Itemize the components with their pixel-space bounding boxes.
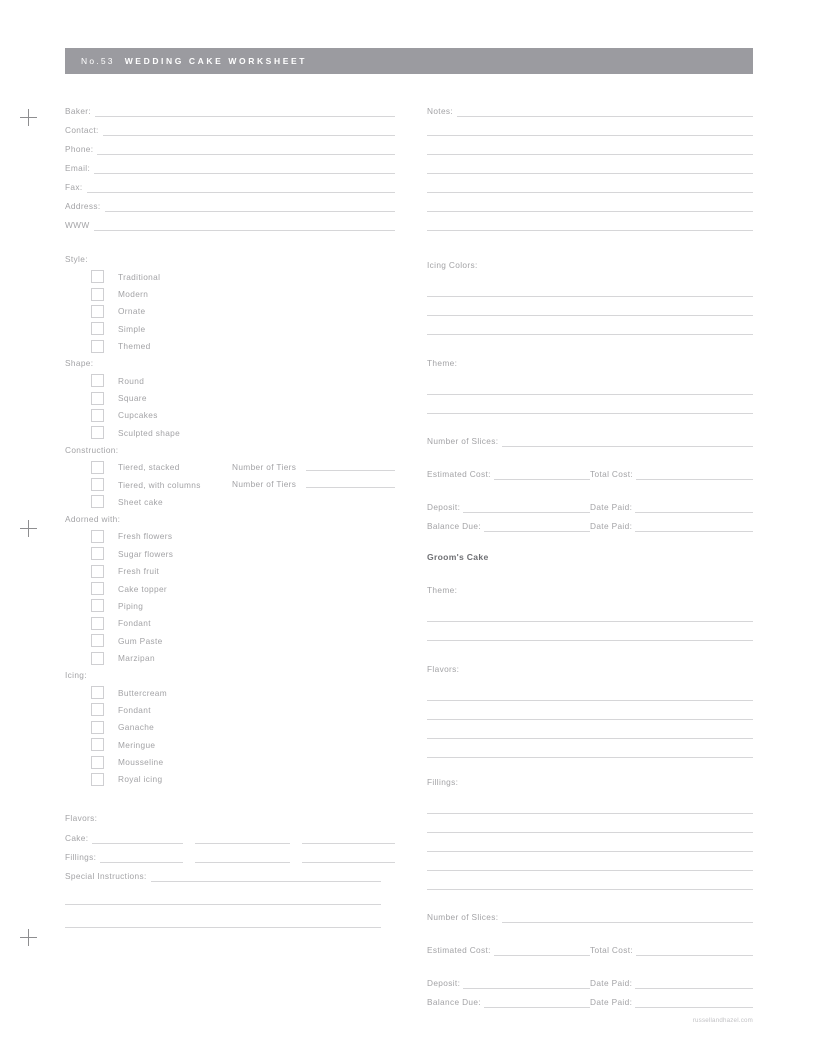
blank-rule[interactable] — [427, 230, 753, 231]
checkbox-label: Marzipan — [118, 653, 155, 664]
checkbox-icon[interactable] — [91, 340, 104, 353]
blank-rule[interactable] — [427, 135, 753, 136]
icing-group-label: Icing: — [65, 669, 87, 680]
blank-rule[interactable] — [427, 154, 753, 155]
field-phone-label: Phone: — [65, 144, 94, 154]
blank-rule[interactable] — [427, 296, 753, 297]
blank-rule[interactable] — [427, 870, 753, 871]
checkbox-row-adorned-fresh-fruit[interactable] — [65, 562, 395, 579]
checkbox-label: Fondant — [118, 704, 151, 715]
grooms-estimated-cost-label: Estimated Cost: — [427, 945, 491, 955]
field-contact-input[interactable] — [103, 135, 395, 136]
field-fax[interactable] — [65, 176, 395, 195]
theme-line[interactable] — [427, 397, 753, 416]
checkbox-label: Royal icing — [118, 774, 163, 785]
checkbox-row-style-modern[interactable] — [65, 285, 395, 302]
checkbox-label: Ganache — [118, 722, 155, 733]
blank-rule[interactable] — [427, 394, 753, 395]
grooms-theme-label: Theme: — [427, 585, 458, 595]
notes-label: Notes: — [427, 106, 454, 116]
blank-rule[interactable] — [427, 700, 753, 701]
checkbox-label: Tiered, with columns — [118, 479, 201, 490]
header-bar — [65, 48, 753, 74]
icing-colors-group — [427, 257, 753, 337]
estimated-cost-label: Estimated Cost: — [427, 469, 491, 479]
worksheet-title-text: WEDDING CAKE WORKSHEET — [124, 56, 308, 66]
field-fax-label: Fax: — [65, 182, 83, 192]
checkbox-icon[interactable] — [91, 270, 104, 283]
field-contact-label: Contact: — [65, 125, 99, 135]
blank-rule[interactable] — [65, 904, 381, 905]
checkbox-label: Fresh flowers — [118, 531, 173, 542]
checkbox-row-shape-cupcakes[interactable] — [65, 407, 395, 424]
flavors-group — [65, 810, 395, 930]
checkbox-row-adorned-cake-topper[interactable] — [65, 580, 395, 597]
checkbox-label: Gum Paste — [118, 635, 163, 646]
grooms-slices-row[interactable] — [427, 906, 753, 925]
grooms-fillings-line[interactable] — [427, 816, 753, 835]
checkbox-label: Square — [118, 393, 147, 404]
checkbox-row-style-traditional[interactable] — [65, 268, 395, 285]
flavors-fillings-input-3[interactable] — [302, 862, 395, 863]
flavors-cake-row[interactable] — [65, 827, 395, 846]
flavors-fillings-input-2[interactable] — [195, 862, 290, 863]
flavors-cake-input-1[interactable] — [92, 843, 183, 844]
icing-group — [65, 667, 395, 788]
construction-group — [65, 442, 395, 511]
notes-row[interactable] — [427, 100, 753, 119]
checkbox-label: Fresh fruit — [118, 566, 160, 577]
style-group-label: Style: — [65, 254, 88, 264]
grooms-slices-input[interactable] — [502, 922, 753, 923]
balance-due-input[interactable] — [484, 531, 590, 532]
checkbox-row-icing-meringue[interactable] — [65, 736, 395, 753]
checkbox-row-style-themed[interactable] — [65, 338, 395, 355]
checkbox-label: Round — [118, 375, 145, 386]
crop-mark-middle — [20, 520, 37, 537]
icing-colors-label: Icing Colors: — [427, 260, 478, 270]
checkbox-label: Piping — [118, 600, 144, 611]
blank-rule[interactable] — [427, 192, 753, 193]
grooms-fillings-line[interactable] — [427, 854, 753, 873]
special-instructions-input[interactable] — [151, 881, 381, 882]
field-email-input[interactable] — [94, 173, 395, 174]
checkbox-label: Tiered, stacked — [118, 462, 180, 473]
checkbox-icon[interactable] — [91, 530, 104, 543]
number-of-tiers-field-stacked[interactable] — [232, 462, 395, 473]
notes-blank-line[interactable] — [427, 157, 753, 176]
checkbox-icon[interactable] — [91, 652, 104, 665]
blank-rule[interactable] — [65, 927, 381, 928]
balance-due-label: Balance Due: — [427, 521, 482, 531]
checkbox-row-adorned-fresh-flowers[interactable] — [65, 528, 395, 545]
adorned-group — [65, 511, 395, 667]
total-cost-input[interactable] — [636, 479, 753, 480]
checkbox-icon[interactable] — [91, 738, 104, 751]
blank-rule[interactable] — [427, 719, 753, 720]
icing-colors-line[interactable] — [427, 299, 753, 318]
checkbox-label: Themed — [118, 341, 151, 352]
date-paid-label-2: Date Paid: — [590, 521, 633, 531]
grooms-fillings-line[interactable] — [427, 835, 753, 854]
deposit-input[interactable] — [463, 512, 590, 513]
checkbox-row-icing-fondant[interactable] — [65, 701, 395, 718]
field-www-label: WWW — [65, 220, 90, 230]
special-instructions-label: Special Instructions: — [65, 871, 147, 882]
checkbox-row-adorned-fondant[interactable] — [65, 615, 395, 632]
checkbox-icon[interactable] — [91, 686, 104, 699]
field-address[interactable] — [65, 195, 395, 214]
checkbox-row-adorned-marzipan[interactable] — [65, 649, 395, 666]
page-title — [81, 56, 307, 66]
icing-colors-line[interactable] — [427, 280, 753, 299]
notes-input[interactable] — [457, 116, 753, 117]
blank-rule[interactable] — [427, 315, 753, 316]
right-column — [427, 100, 753, 1010]
checkbox-row-adorned-piping[interactable] — [65, 597, 395, 614]
checkbox-icon[interactable] — [91, 773, 104, 786]
crop-mark-top — [20, 109, 37, 126]
blank-rule[interactable] — [427, 413, 753, 414]
grooms-cost-row[interactable] — [427, 939, 753, 958]
slices-label: Number of Slices: — [427, 436, 499, 446]
checkbox-label: Traditional — [118, 271, 161, 282]
checkbox-label: Simple — [118, 323, 146, 334]
checkbox-row-icing-ganache[interactable] — [65, 719, 395, 736]
field-baker-label: Baker: — [65, 106, 92, 116]
flavors-cake-label: Cake: — [65, 833, 89, 844]
deposit-label: Deposit: — [427, 502, 461, 512]
theme-group — [427, 355, 753, 416]
blank-rule[interactable] — [427, 813, 753, 814]
grooms-fillings-line[interactable] — [427, 797, 753, 816]
grooms-date-paid-input[interactable] — [635, 988, 753, 989]
notes-blank-line[interactable] — [427, 176, 753, 195]
field-address-label: Address: — [65, 201, 101, 211]
date-paid-input-2[interactable] — [635, 531, 753, 532]
checkbox-label: Sheet cake — [118, 496, 164, 507]
grooms-flavors-line[interactable] — [427, 684, 753, 703]
checkbox-icon[interactable] — [91, 756, 104, 769]
grooms-balance-due-label: Balance Due: — [427, 997, 482, 1007]
checkbox-icon[interactable] — [91, 565, 104, 578]
checkbox-row-construction-tiered-stacked[interactable] — [65, 459, 395, 476]
grooms-slices-label: Number of Slices: — [427, 912, 499, 922]
grooms-deposit-row[interactable] — [427, 972, 753, 991]
flavors-cake-input-3[interactable] — [302, 843, 395, 844]
grooms-theme-line[interactable] — [427, 605, 753, 624]
adorned-group-label: Adorned with: — [65, 513, 121, 524]
checkbox-row-icing-mousseline[interactable] — [65, 753, 395, 770]
grooms-date-paid-label-2: Date Paid: — [590, 997, 633, 1007]
grooms-date-paid-input-2[interactable] — [635, 1007, 753, 1008]
notes-group — [427, 100, 753, 233]
flavors-fillings-input-1[interactable] — [100, 862, 183, 863]
checkbox-icon[interactable] — [91, 374, 104, 387]
checkbox-icon[interactable] — [91, 547, 104, 560]
field-www[interactable] — [65, 214, 395, 233]
estimated-cost-input[interactable] — [494, 479, 590, 480]
number-of-tiers-input[interactable] — [306, 470, 395, 471]
grooms-flavors-line[interactable] — [427, 722, 753, 741]
checkbox-label: Cake topper — [118, 583, 168, 594]
field-baker-input[interactable] — [95, 116, 395, 117]
checkbox-icon[interactable] — [91, 288, 104, 301]
checkbox-icon[interactable] — [91, 617, 104, 630]
footer-credit: russellandhazel.com — [692, 1017, 753, 1024]
checkbox-icon[interactable] — [91, 582, 104, 595]
checkbox-icon[interactable] — [91, 721, 104, 734]
blank-rule[interactable] — [427, 851, 753, 852]
construction-group-label: Construction: — [65, 444, 119, 455]
grooms-cake-title: Groom's Cake — [427, 552, 489, 562]
left-column — [65, 100, 395, 930]
checkbox-label: Meringue — [118, 739, 156, 750]
grooms-fillings-group — [427, 774, 753, 892]
notes-blank-line[interactable] — [427, 214, 753, 233]
contact-fields-group — [65, 100, 395, 233]
checkbox-icon[interactable] — [91, 634, 104, 647]
blank-rule[interactable] — [427, 173, 753, 174]
grooms-flavors-line[interactable] — [427, 741, 753, 760]
grooms-fillings-line[interactable] — [427, 873, 753, 892]
special-instructions-blank-line[interactable] — [65, 911, 381, 930]
checkbox-label: Sculpted shape — [118, 427, 181, 438]
field-email-label: Email: — [65, 163, 91, 173]
grooms-flavors-line[interactable] — [427, 703, 753, 722]
deposit-row[interactable] — [427, 496, 753, 515]
field-baker[interactable] — [65, 100, 395, 119]
checkbox-row-shape-sculpted[interactable] — [65, 424, 395, 441]
checkbox-row-construction-tiered-columns[interactable] — [65, 476, 395, 493]
total-cost-label: Total Cost: — [590, 469, 634, 479]
flavors-cake-input-2[interactable] — [195, 843, 290, 844]
checkbox-row-construction-sheet-cake[interactable] — [65, 493, 395, 510]
checkbox-label: Cupcakes — [118, 410, 158, 421]
slices-input[interactable] — [502, 446, 753, 447]
cost-row[interactable] — [427, 463, 753, 482]
notes-blank-line[interactable] — [427, 195, 753, 214]
notes-blank-line[interactable] — [427, 138, 753, 157]
blank-rule[interactable] — [427, 334, 753, 335]
crop-mark-bottom — [20, 929, 37, 946]
checkbox-label: Mousseline — [118, 757, 164, 768]
slices-row[interactable] — [427, 430, 753, 449]
grooms-flavors-label: Flavors: — [427, 664, 460, 674]
flavors-fillings-label: Fillings: — [65, 852, 97, 863]
blank-rule[interactable] — [427, 889, 753, 890]
date-paid-label: Date Paid: — [590, 502, 633, 512]
checkbox-row-adorned-sugar-flowers[interactable] — [65, 545, 395, 562]
checkbox-icon[interactable] — [91, 478, 104, 491]
shape-group — [65, 355, 395, 442]
grooms-flavors-group — [427, 661, 753, 760]
theme-label: Theme: — [427, 358, 458, 368]
worksheet-number: No.53 — [81, 56, 115, 66]
number-of-tiers-input[interactable] — [306, 487, 395, 488]
checkbox-icon[interactable] — [91, 426, 104, 439]
field-phone-input[interactable] — [97, 154, 395, 155]
checkbox-icon[interactable] — [91, 495, 104, 508]
special-instructions-row[interactable] — [65, 865, 381, 884]
field-phone[interactable] — [65, 138, 395, 157]
grooms-total-cost-input[interactable] — [636, 955, 753, 956]
theme-line[interactable] — [427, 378, 753, 397]
blank-rule[interactable] — [427, 738, 753, 739]
blank-rule[interactable] — [427, 621, 753, 622]
grooms-balance-due-input[interactable] — [484, 1007, 590, 1008]
date-paid-input[interactable] — [635, 512, 753, 513]
flavors-fillings-row[interactable] — [65, 846, 395, 865]
grooms-theme-line[interactable] — [427, 624, 753, 643]
shape-group-label: Shape: — [65, 357, 94, 368]
notes-blank-line[interactable] — [427, 119, 753, 138]
checkbox-label: Fondant — [118, 618, 151, 629]
checkbox-icon[interactable] — [91, 322, 104, 335]
field-www-input[interactable] — [94, 230, 395, 231]
grooms-deposit-input[interactable] — [463, 988, 590, 989]
blank-rule[interactable] — [427, 832, 753, 833]
grooms-balance-due-row[interactable] — [427, 991, 753, 1010]
checkbox-row-shape-round[interactable] — [65, 372, 395, 389]
number-of-tiers-label: Number of Tiers — [232, 479, 297, 490]
checkbox-row-icing-royal-icing[interactable] — [65, 771, 395, 788]
balance-due-row[interactable] — [427, 515, 753, 534]
grooms-date-paid-label: Date Paid: — [590, 978, 633, 988]
checkbox-row-icing-buttercream[interactable] — [65, 684, 395, 701]
field-fax-input[interactable] — [87, 192, 395, 193]
checkbox-icon[interactable] — [91, 409, 104, 422]
checkbox-icon[interactable] — [91, 305, 104, 318]
checkbox-icon[interactable] — [91, 703, 104, 716]
grooms-deposit-label: Deposit: — [427, 978, 461, 988]
checkbox-icon[interactable] — [91, 461, 104, 474]
grooms-estimated-cost-input[interactable] — [494, 955, 590, 956]
checkbox-row-style-simple[interactable] — [65, 320, 395, 337]
flavors-group-label: Flavors: — [65, 813, 98, 824]
blank-rule[interactable] — [427, 211, 753, 212]
grooms-fillings-label: Fillings: — [427, 777, 459, 787]
field-contact[interactable] — [65, 119, 395, 138]
special-instructions-blank-line[interactable] — [65, 888, 381, 907]
checkbox-label: Sugar flowers — [118, 548, 174, 559]
grooms-total-cost-label: Total Cost: — [590, 945, 634, 955]
checkbox-row-adorned-gum-paste[interactable] — [65, 632, 395, 649]
blank-rule[interactable] — [427, 640, 753, 641]
number-of-tiers-field-columns[interactable] — [232, 479, 395, 490]
checkbox-label: Buttercream — [118, 687, 168, 698]
icing-colors-line[interactable] — [427, 318, 753, 337]
number-of-tiers-label: Number of Tiers — [232, 461, 297, 472]
blank-rule[interactable] — [427, 757, 753, 758]
checkbox-icon[interactable] — [91, 392, 104, 405]
field-email[interactable] — [65, 157, 395, 176]
field-address-input[interactable] — [105, 211, 395, 212]
grooms-theme-group — [427, 582, 753, 643]
style-group — [65, 251, 395, 355]
checkbox-label: Modern — [118, 289, 149, 300]
checkbox-label: Ornate — [118, 306, 146, 317]
checkbox-row-shape-square[interactable] — [65, 389, 395, 406]
checkbox-row-style-ornate[interactable] — [65, 303, 395, 320]
checkbox-icon[interactable] — [91, 599, 104, 612]
